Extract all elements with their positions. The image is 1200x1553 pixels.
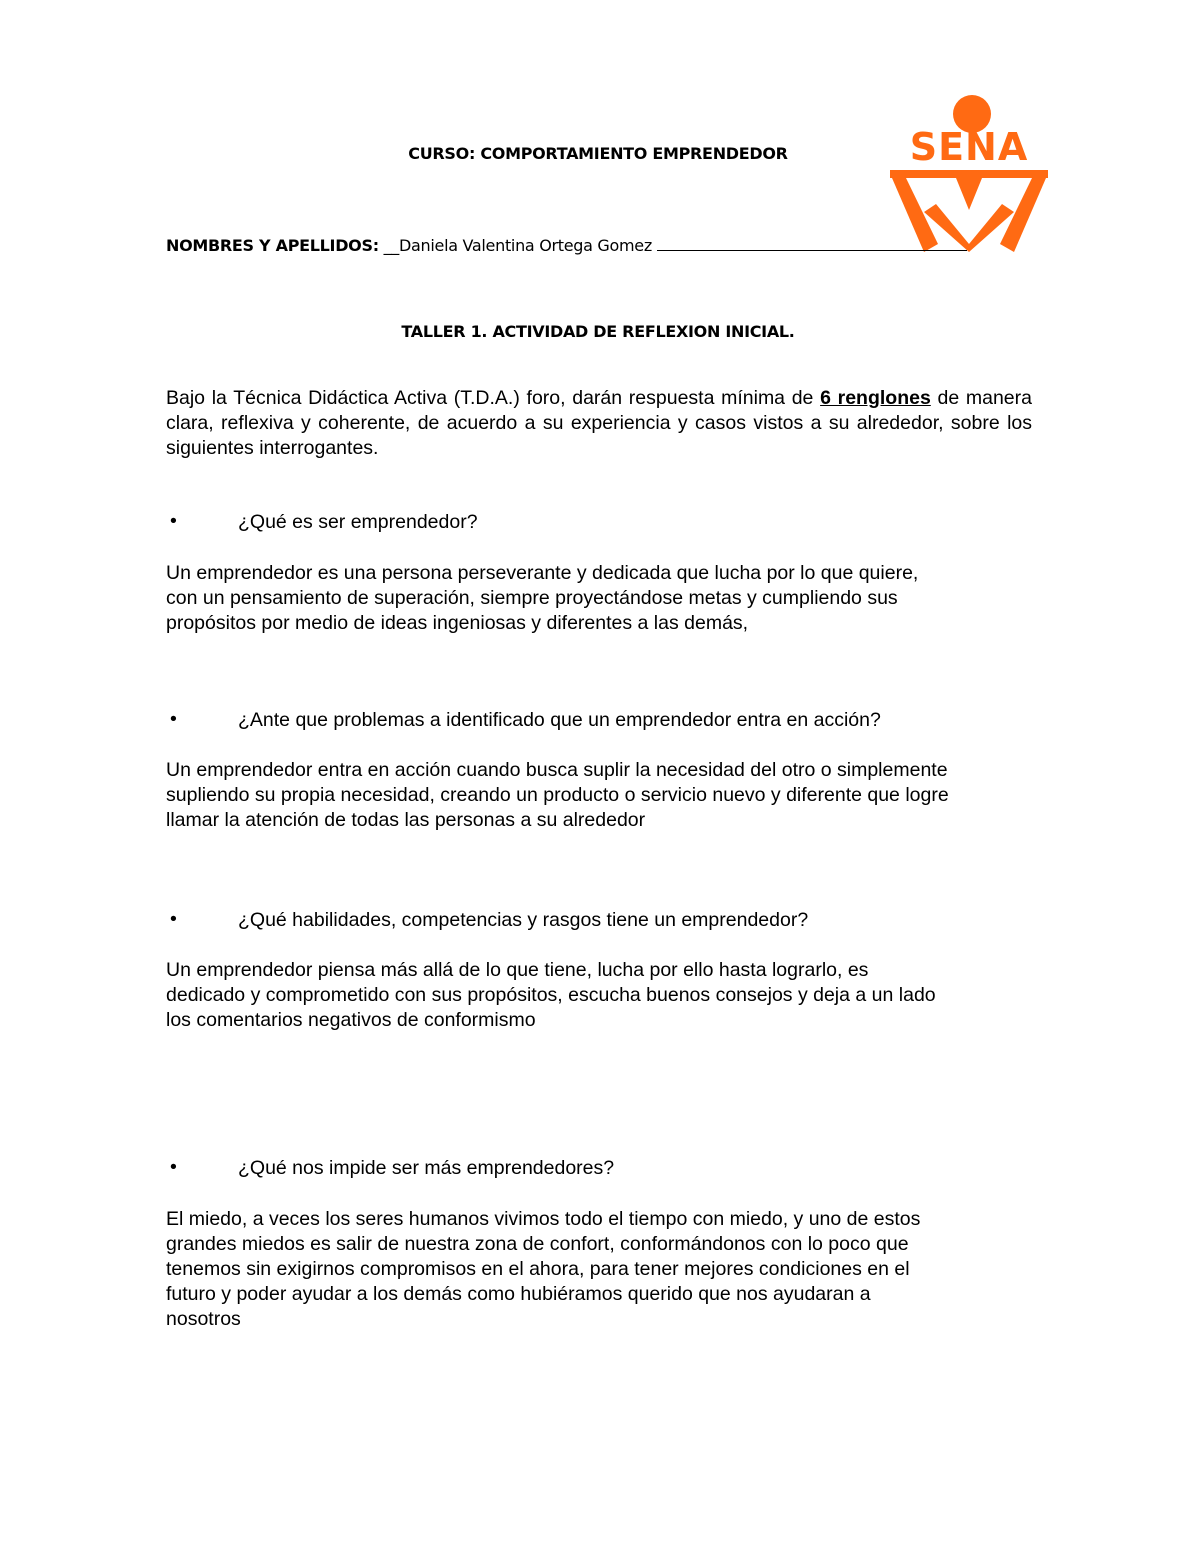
- answer-4-line: futuro y poder ayudar a los demás como hubiéramos querido que nos ayudaran a: [166, 1283, 871, 1305]
- instructions-emphasis: 6 renglones: [820, 387, 931, 409]
- answer-2-line: supliendo su propia necesidad, creando un producto o servicio nuevo y diferente que logre: [166, 784, 949, 806]
- student-name-line: [166, 234, 967, 255]
- question-3-bullet: •: [170, 908, 177, 930]
- answer-4-line: nosotros: [166, 1308, 241, 1330]
- answer-3-line: Un emprendedor piensa más allá de lo que tiene, lucha por ello hasta lograrlo, es: [166, 959, 869, 981]
- question-1-text: ¿Qué es ser emprendedor?: [238, 511, 478, 533]
- answer-1-line: con un pensamiento de superación, siempre proyectándose metas y cumpliendo sus: [166, 587, 898, 609]
- logo-center-wedge: [956, 178, 982, 210]
- student-name-prefix: __: [383, 236, 400, 255]
- workshop-title: TALLER 1. ACTIVIDAD DE REFLEXION INICIAL.: [401, 322, 795, 341]
- answer-1: [166, 561, 918, 636]
- answer-4-line: grandes miedos es salir de nuestra zona de confort, conformándonos con lo poco que: [166, 1233, 909, 1255]
- logo-bar: [890, 170, 1048, 178]
- student-label: NOMBRES Y APELLIDOS:: [166, 236, 379, 255]
- answer-4-line: tenemos sin exigirnos compromisos en el ahora, para tener mejores condiciones en el: [166, 1258, 910, 1280]
- answer-1-line: propósitos por medio de ideas ingeniosas y diferentes a las demás,: [166, 612, 749, 634]
- question-1-bullet: •: [170, 510, 177, 532]
- instructions-before: Bajo la Técnica Didáctica Activa (T.D.A.) foro, darán respuesta mínima de: [166, 387, 821, 409]
- question-4-text: ¿Qué nos impide ser más emprendedores?: [238, 1157, 615, 1179]
- sena-logo: [886, 92, 1052, 252]
- instructions-paragraph: [166, 386, 1032, 461]
- answer-3-line: los comentarios negativos de conformismo: [166, 1009, 536, 1031]
- question-2-bullet: •: [170, 708, 177, 730]
- question-2-text: ¿Ante que problemas a identificado que un emprendedor entra en acción?: [238, 709, 881, 731]
- sena-logo-graphic: [886, 92, 1052, 252]
- answer-4-line: El miedo, a veces los seres humanos vivimos todo el tiempo con miedo, y uno de estos: [166, 1208, 921, 1230]
- answer-1-line: Un emprendedor es una persona perseverante y dedicada que lucha por lo que quiere,: [166, 562, 919, 584]
- logo-text: SENA: [909, 125, 1029, 169]
- student-name: Daniela Valentina Ortega Gomez: [399, 236, 652, 255]
- answer-3: [166, 958, 936, 1033]
- question-3-text: ¿Qué habilidades, competencias y rasgos tiene un emprendedor?: [238, 909, 809, 931]
- answer-4: [166, 1207, 920, 1332]
- answer-3-line: dedicado y comprometido con sus propósitos, escucha buenos consejos y deja a un lado: [166, 984, 936, 1006]
- course-title: CURSO: COMPORTAMIENTO EMPRENDEDOR: [408, 144, 788, 163]
- student-name-underline: [657, 234, 967, 251]
- answer-2-line: llamar la atención de todas las personas a su alrededor: [166, 809, 646, 831]
- answer-2: [166, 758, 949, 833]
- question-4-bullet: •: [170, 1156, 177, 1178]
- answer-2-line: Un emprendedor entra en acción cuando busca suplir la necesidad del otro o simplemente: [166, 759, 948, 781]
- instructions-after: de manera clara, reflexiva y coherente, de acuerdo a su experiencia y casos vistos a su alrededor, sobre los siguientes interrogantes.: [166, 387, 1032, 459]
